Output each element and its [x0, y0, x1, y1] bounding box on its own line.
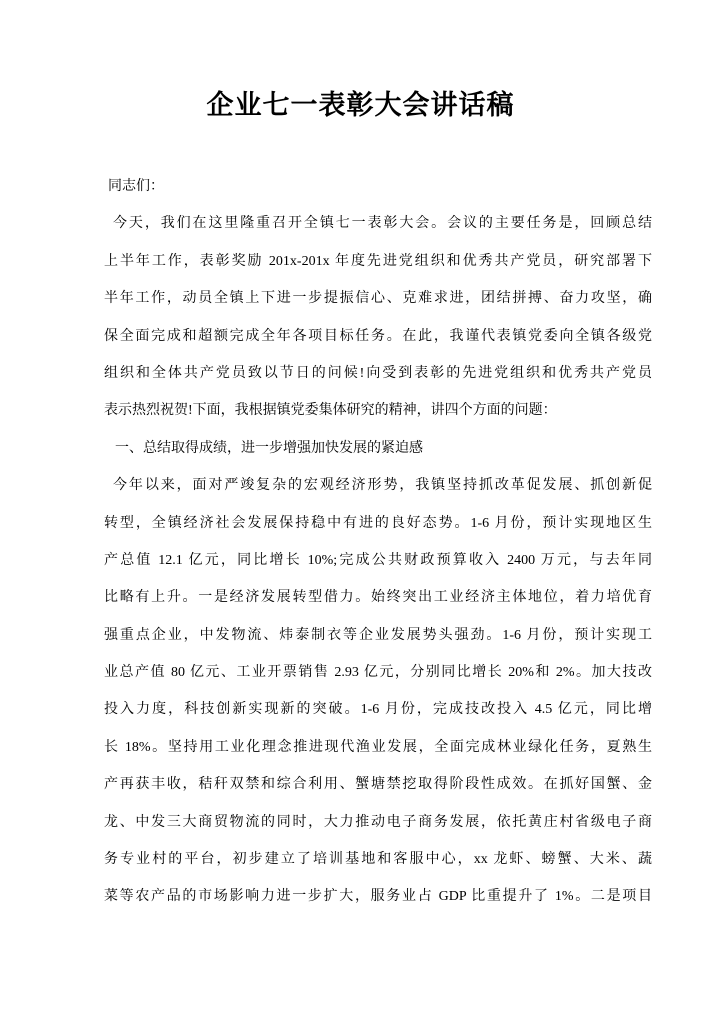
body-line: 菜等农产品的市场影响力进一步扩大，服务业占 GDP 比重提升了 1%。二是项目	[104, 889, 652, 905]
salutation: 同志们：	[108, 179, 164, 194]
body-line: 投入力度，科技创新实现新的突破。1-6 月份，完成技改投入 4.5 亿元，同比增	[104, 702, 652, 718]
body-line: 比略有上升。一是经济发展转型借力。始终突出工业经济主体地位，着力培优育	[104, 590, 652, 606]
document-body	[104, 168, 652, 916]
section-heading: 一、总结取得成绩，进一步增强加快发展的紧迫感	[115, 440, 423, 456]
body-line: 今年以来，面对严竣复杂的宏观经济形势，我镇坚持抓改革促发展、抓创新促	[113, 478, 652, 494]
body-line: 龙、中发三大商贸物流的同时，大力推动电子商务发展，依托黄庄村省级电子商	[104, 814, 652, 830]
body-line: 转型，全镇经济社会发展保持稳中有进的良好态势。1-6 月份，预计实现地区生	[104, 515, 652, 531]
body-line: 产总值 12.1 亿元，同比增长 10%;完成公共财政预算收入 2400 万元，与去年同	[104, 552, 652, 568]
body-line: 长 18%。坚持用工业化理念推进现代渔业发展，全面完成林业绿化任务，夏熟生	[104, 739, 652, 755]
body-line: 今天，我们在这里隆重召开全镇七一表彰大会。会议的主要任务是，回顾总结	[113, 216, 652, 232]
paragraph-achievements	[104, 467, 652, 916]
body-line: 业总产值 80 亿元、工业开票销售 2.93 亿元，分别同比增长 20%和 2%。加大技改	[104, 665, 652, 681]
body-line: 产再获丰收，秸秆双禁和综合利用、蟹塘禁挖取得阶段性成效。在抓好国蟹、金	[104, 777, 652, 793]
body-line: 强重点企业，中发物流、炜泰制衣等企业发展势头强劲。1-6 月份，预计实现工	[104, 627, 652, 643]
body-line: 表示热烈祝贺!下面，我根据镇党委集体研究的精神，讲四个方面的问题：	[104, 403, 557, 419]
body-line: 半年工作，动员全镇上下进一步提振信心、克难求进，团结拼搏、奋力攻坚，确	[104, 291, 652, 307]
document-title: 企业七一表彰大会讲话稿	[206, 90, 515, 120]
paragraph-opening	[104, 205, 652, 429]
body-line: 上半年工作，表彰奖励 201x-201x 年度先进党组织和优秀共产党员，研究部署下	[104, 253, 652, 269]
body-line: 保全面完成和超额完成全年各项目标任务。在此，我谨代表镇党委向全镇各级党	[104, 328, 652, 344]
body-line: 务专业村的平台，初步建立了培训基地和客服中心，xx 龙虾、螃蟹、大米、蔬	[104, 852, 652, 868]
body-line: 组织和全体共产党员致以节日的问候!向受到表彰的先进党组织和优秀共产党员	[104, 365, 652, 381]
